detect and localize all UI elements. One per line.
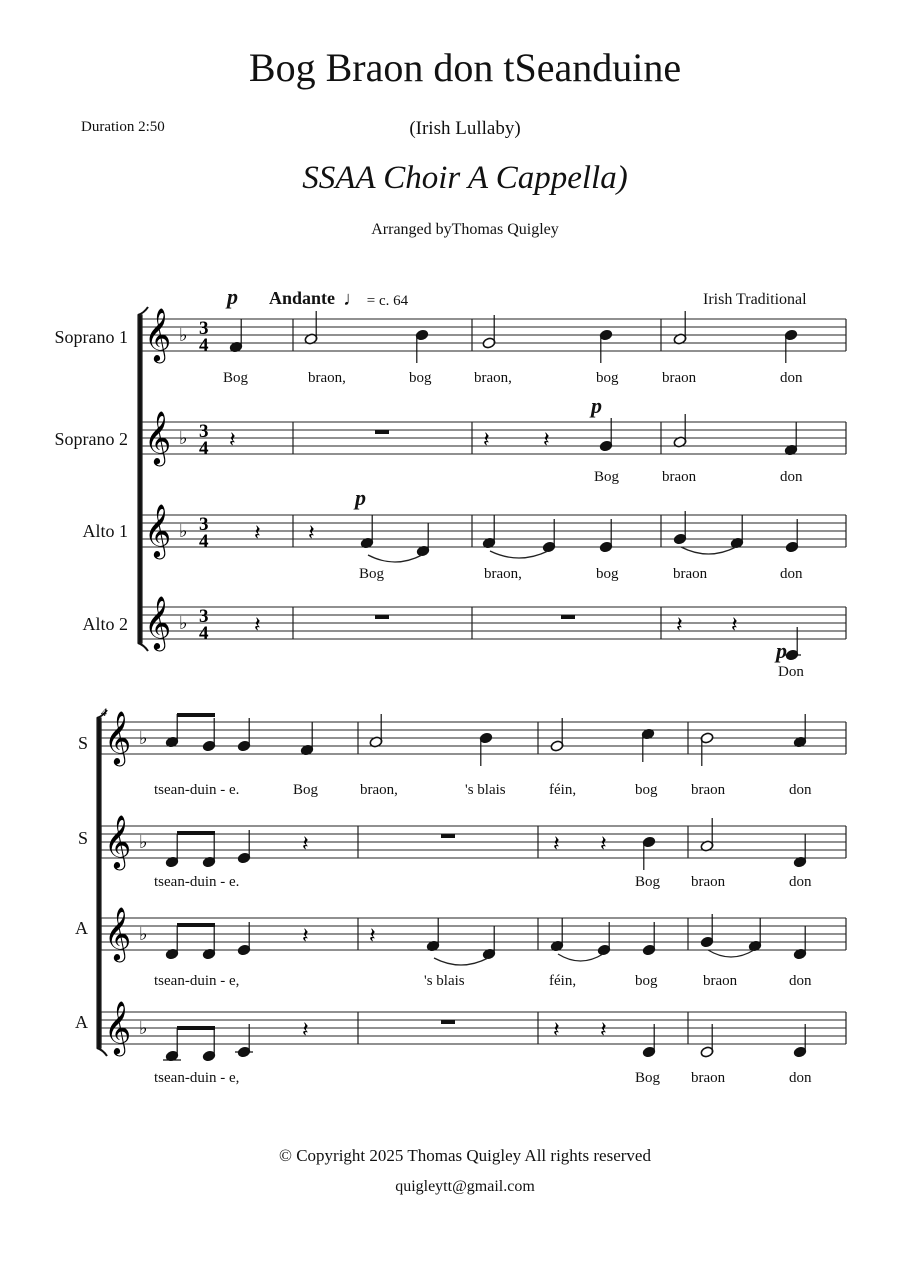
lyric: bog: [635, 782, 658, 798]
quarter-rest-icon: 𝄽: [553, 831, 560, 856]
lyric: tsean-duin - e,: [154, 973, 240, 989]
flat-icon: ♭: [179, 613, 188, 633]
lyric: braon: [662, 370, 697, 386]
part-label-short-s1: S: [77, 733, 88, 753]
lyric: bog: [596, 370, 619, 386]
lyric: bog: [596, 566, 619, 582]
flat-icon: ♭: [139, 832, 148, 852]
flat-icon: ♭: [179, 521, 188, 541]
quarter-rest-icon: 𝄽: [308, 520, 315, 545]
metronome-value: = c. 64: [366, 293, 409, 309]
treble-clef-icon: 𝄞: [144, 597, 172, 648]
slur: [434, 958, 488, 965]
quarter-rest-icon: 𝄽: [600, 1017, 607, 1042]
quarter-rest-icon: 𝄽: [302, 923, 309, 948]
lyric: braon,: [308, 370, 346, 386]
treble-clef-icon: 𝄞: [144, 505, 172, 556]
ensemble-text: SSAA Choir A Cappella): [302, 160, 628, 196]
treble-clef-icon: 𝄞: [104, 908, 132, 959]
lyric: don: [789, 874, 812, 890]
lyric: don: [789, 1070, 812, 1086]
lyric: don: [780, 370, 803, 386]
quarter-rest-icon: 𝄽: [229, 427, 236, 452]
lyric: braon: [673, 566, 708, 582]
lyric: braon: [662, 469, 697, 485]
lyric: braon: [691, 874, 726, 890]
quarter-rest-icon: 𝄽: [254, 520, 261, 545]
dynamic-marking: p: [355, 485, 366, 510]
lyric: Bog: [594, 469, 620, 485]
time-signature-3: 3: [199, 514, 209, 535]
part-label-short-s2: S: [77, 828, 88, 848]
lyric: don: [780, 566, 803, 582]
treble-clef-icon: 𝄞: [104, 1002, 132, 1053]
beam: [177, 923, 215, 927]
lyric: bog: [409, 370, 432, 386]
quarter-rest-icon: 𝄽: [302, 831, 309, 856]
treble-clef-icon: 𝄞: [144, 412, 172, 463]
lyric: braon,: [484, 566, 522, 582]
treble-clef-icon: 𝄞: [104, 712, 132, 763]
whole-rest: [441, 1020, 455, 1024]
dynamic-marking: p: [227, 284, 238, 309]
beam: [177, 831, 215, 835]
lyric: Bog: [635, 1070, 661, 1086]
time-signature-3: 3: [199, 606, 209, 627]
subtitle: (Irish Lullaby): [409, 118, 521, 139]
slur: [708, 950, 754, 957]
slur: [490, 551, 548, 558]
quarter-rest-icon: 𝄽: [543, 427, 550, 452]
lyric: tsean-duin - e.: [154, 782, 240, 798]
beam: [177, 1026, 215, 1030]
lyric: braon: [691, 1070, 726, 1086]
copyright-notice: © Copyright 2025 Thomas Quigley All rights reserved: [279, 1146, 651, 1165]
quarter-rest-icon: 𝄽: [731, 612, 738, 637]
time-signature-3: 3: [199, 421, 209, 442]
lyric: féin,: [549, 782, 577, 798]
lyric: 's blais: [424, 973, 465, 989]
part-label-short-a2: A: [75, 1012, 88, 1032]
staff-lines: [101, 319, 846, 1044]
whole-rest: [375, 430, 389, 434]
lyric: Don: [778, 664, 804, 680]
flat-icon: ♭: [139, 728, 148, 748]
flat-icon: ♭: [139, 1018, 148, 1038]
quarter-rest-icon: 𝄽: [302, 1017, 309, 1042]
part-label-alto-1: Alto 1: [82, 521, 128, 541]
quarter-rest-icon: 𝄽: [254, 612, 261, 637]
dynamic-marking: p: [776, 638, 787, 663]
treble-clef-icon: 𝄞: [104, 816, 132, 867]
lyric: don: [789, 973, 812, 989]
notes: [163, 311, 807, 1062]
part-label-alto-2: Alto 2: [82, 614, 128, 634]
flat-icon: ♭: [179, 428, 188, 448]
time-signature-4: 4: [199, 438, 209, 459]
lyric: don: [780, 469, 803, 485]
quarter-note-icon: ♩: [343, 288, 363, 310]
flat-icon: ♭: [139, 924, 148, 944]
tempo-marking: Andante: [269, 288, 336, 308]
slurs: [368, 547, 754, 965]
slur: [681, 547, 736, 554]
quarter-rest-icon: 𝄽: [369, 923, 376, 948]
score-title: Bog Braon don tSeanduine: [248, 45, 682, 90]
contact-email: quigleytt@gmail.com: [395, 1178, 535, 1195]
whole-rest: [441, 834, 455, 838]
measure-number: 4: [101, 705, 107, 719]
duration-text: Duration 2:50: [81, 119, 165, 135]
slur: [558, 954, 603, 961]
quarter-rest-icon: 𝄽: [676, 612, 683, 637]
lyric: braon,: [360, 782, 398, 798]
part-label-short-a1: A: [75, 918, 88, 938]
lyric: féin,: [549, 973, 577, 989]
flat-icon: ♭: [179, 325, 188, 345]
whole-rest: [561, 615, 575, 619]
system-bracket: [138, 315, 142, 643]
lyric: Bog: [223, 370, 249, 386]
lyric: 's blais: [465, 782, 506, 798]
lyric: Bog: [293, 782, 319, 798]
lyric: tsean-duin - e.: [154, 874, 240, 890]
clefs: [104, 308, 209, 1056]
composer-credit: Irish Traditional: [703, 291, 807, 308]
lyric: braon: [703, 973, 738, 989]
lyric: Bog: [359, 566, 385, 582]
quarter-rest-icon: 𝄽: [600, 831, 607, 856]
barlines: [97, 307, 846, 1056]
time-signature-4: 4: [199, 623, 209, 644]
lyric: tsean-duin - e,: [154, 1070, 240, 1086]
treble-clef-icon: 𝄞: [144, 309, 172, 360]
part-label-soprano-1: Soprano 1: [54, 327, 128, 347]
arranger-credit: Arranged byThomas Quigley: [371, 221, 559, 238]
quarter-rest-icon: 𝄽: [553, 1017, 560, 1042]
lyric: braon: [691, 782, 726, 798]
time-signature-4: 4: [199, 335, 209, 356]
lyric: bog: [635, 973, 658, 989]
slur: [368, 555, 422, 562]
lyric: don: [789, 782, 812, 798]
whole-rest: [375, 615, 389, 619]
lyric: Bog: [635, 874, 661, 890]
dynamic-marking: p: [591, 393, 602, 418]
time-signature-4: 4: [199, 531, 209, 552]
quarter-rest-icon: 𝄽: [483, 427, 490, 452]
beam: [177, 713, 215, 717]
system-bracket: [97, 718, 101, 1048]
part-label-soprano-2: Soprano 2: [54, 429, 128, 449]
lyric: braon,: [474, 370, 512, 386]
time-signature-3: 3: [199, 318, 209, 339]
